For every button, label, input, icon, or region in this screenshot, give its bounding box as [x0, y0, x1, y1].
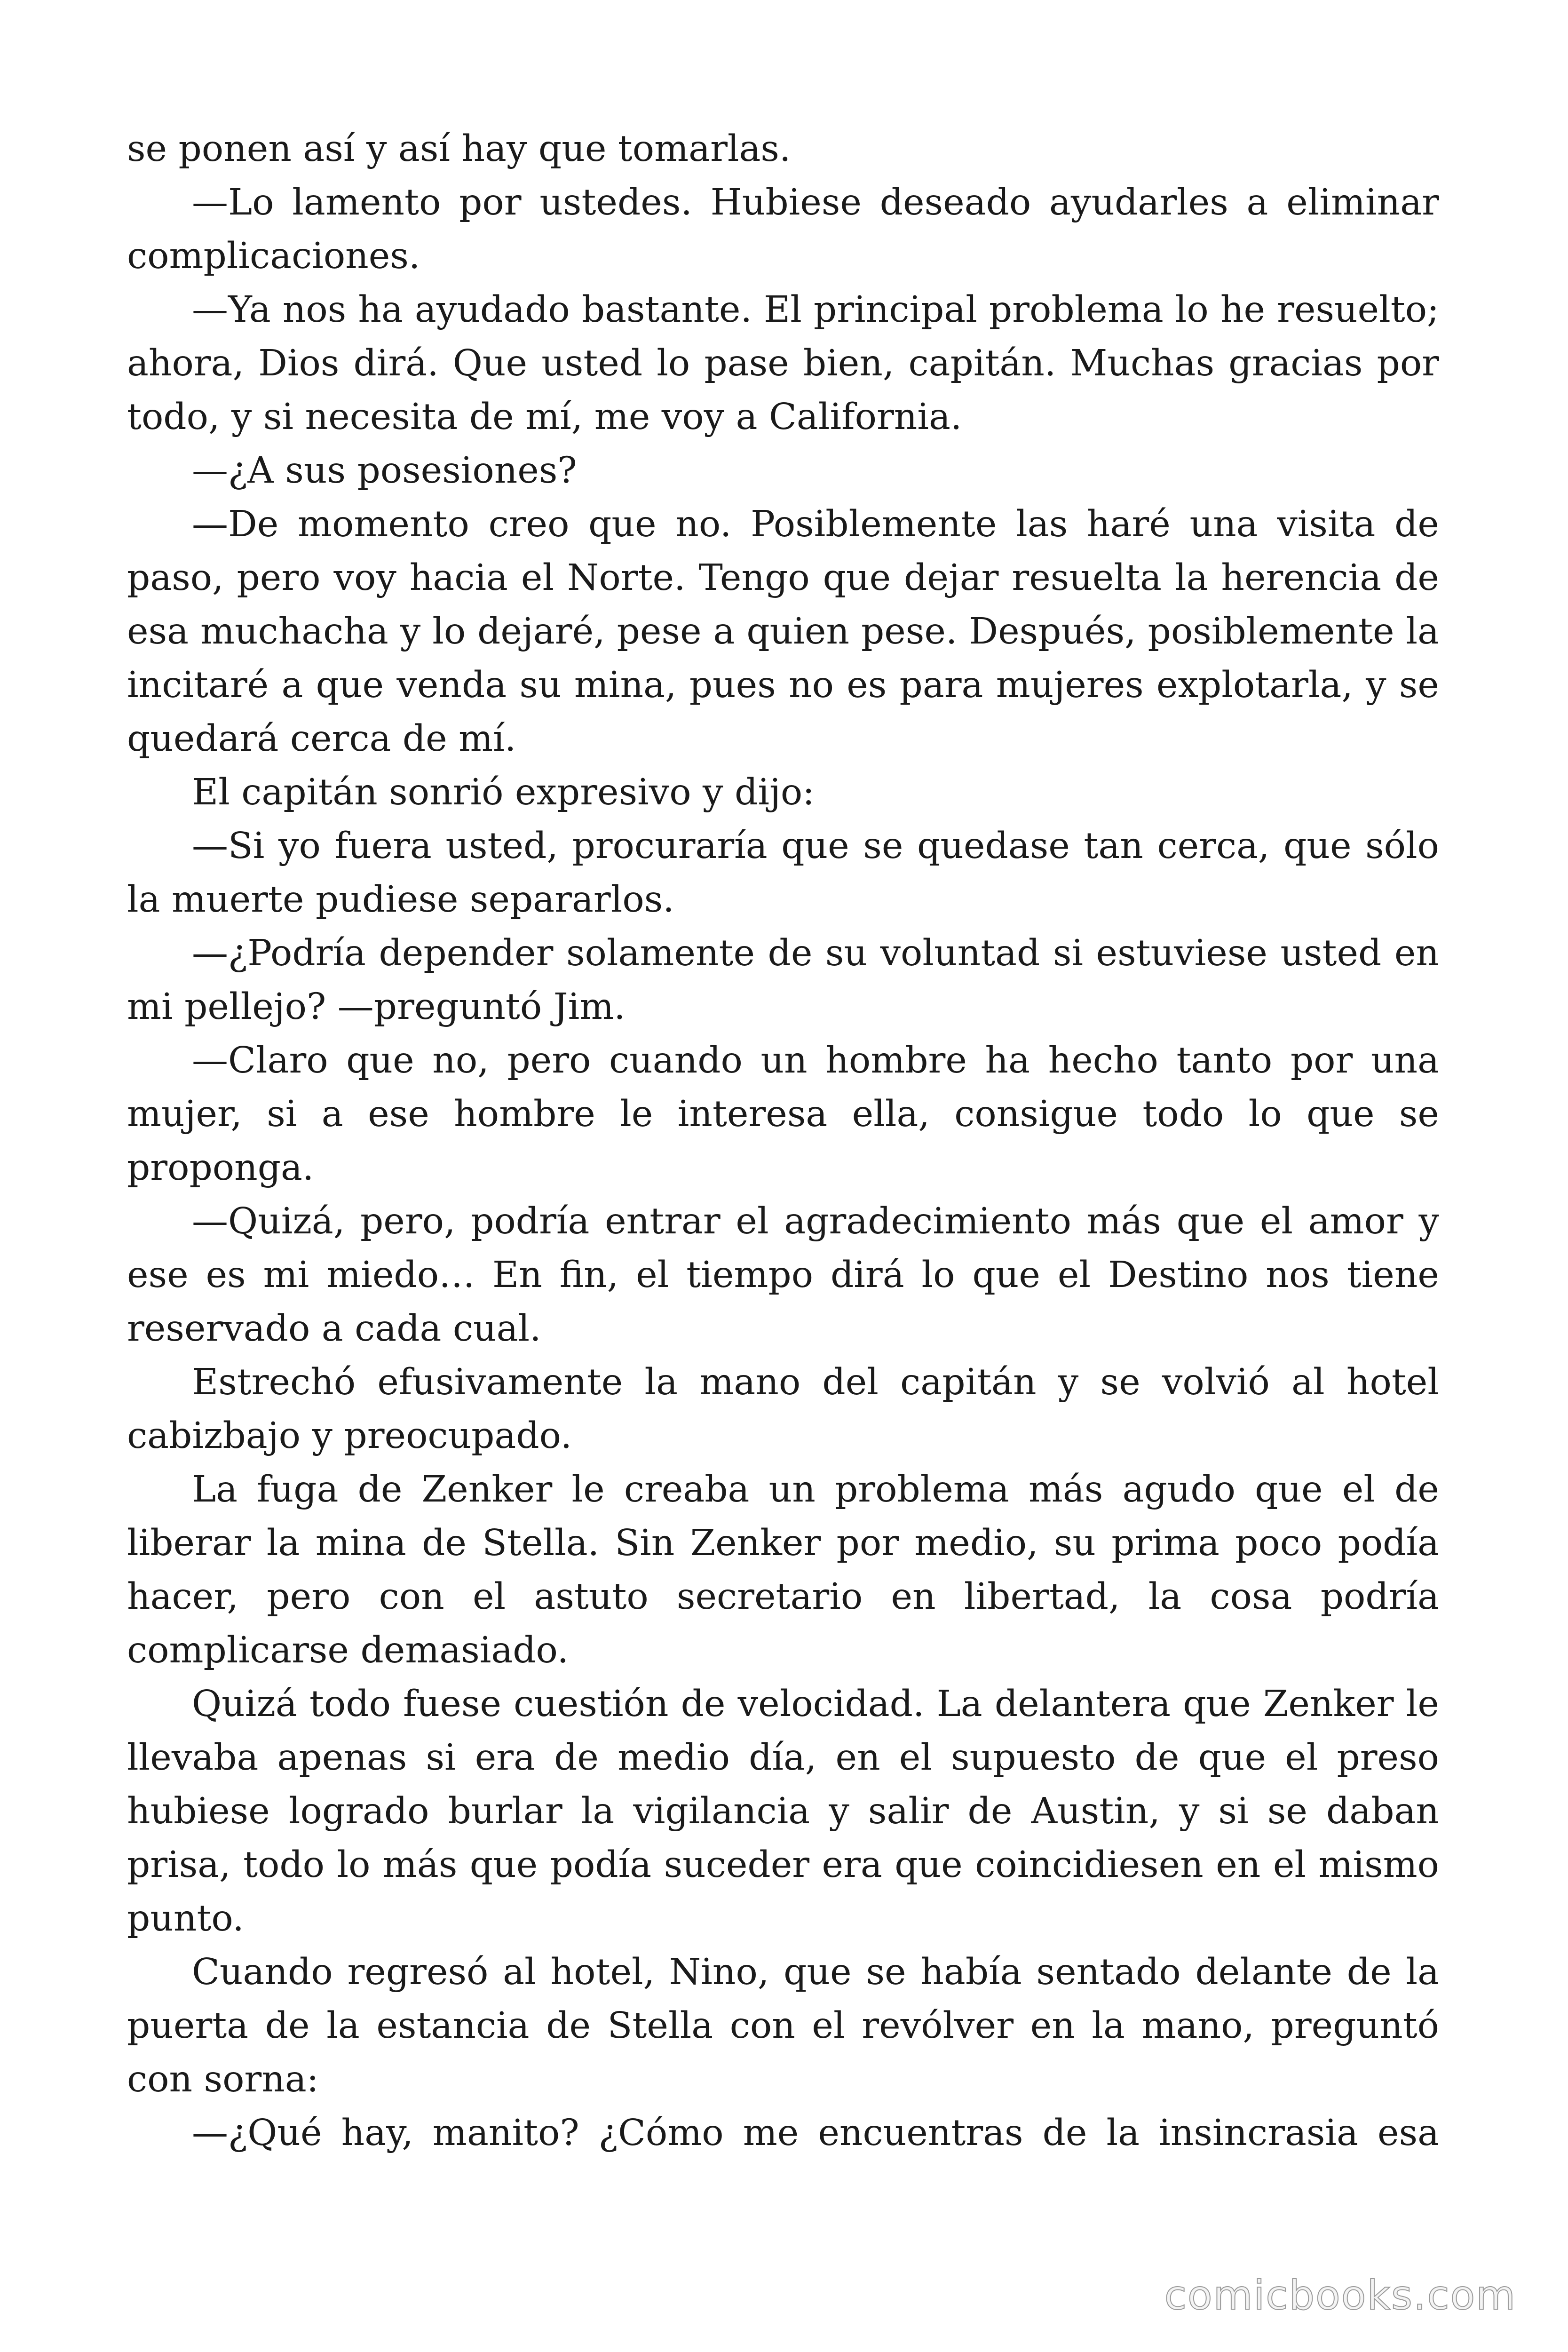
paragraph-7: —Si yo fuera usted, procuraría que se quedase tan cerca, que sólo la muerte pudiese separarlos.: [127, 825, 1439, 921]
paragraph-15: —¿Qué hay, manito? ¿Cómo me encuentras de la insincrasia esa: [192, 2112, 1439, 2154]
paragraph-10: —Quizá, pero, podría entrar el agradecimiento más que el amor y ese es mi miedo… En fin, el tiempo dirá lo que el Destino nos tiene reservado a cada cual.: [127, 1200, 1439, 1350]
paragraph-2: —Lo lamento por ustedes. Hubiese deseado ayudarles a eliminar complicaciones.: [127, 182, 1439, 277]
paragraph-11: Estrechó efusivamente la mano del capitán y se volvió al hotel cabizbajo y preocupado.: [127, 1361, 1439, 1457]
paragraph-13: Quizá todo fuese cuestión de velocidad. La delantera que Zenker le llevaba apenas si era de medio día, en el supuesto de que el preso hubiese logrado burlar la vigilancia y salir de Austin, y si se daban prisa, todo lo más que podía suceder era que coincidiesen en el mismo punto.: [127, 1683, 1439, 1939]
paragraph-12: La fuga de Zenker le creaba un problema más agudo que el de liberar la mina de Stella. Sin Zenker por medio, su prima poco podía hacer, pero con el astuto secretario en libertad, la cosa podría complicarse demasiado.: [127, 1469, 1439, 1671]
paragraph-6: El capitán sonrió expresivo y dijo:: [192, 771, 815, 813]
paragraph-3: —Ya nos ha ayudado bastante. El principal problema lo he resuelto; ahora, Dios dirá. Que usted lo pase bien, capitán. Muchas gracias por todo, y si necesita de mí, me voy a California.: [127, 289, 1439, 438]
watermark-logo: comicbooks.com: [1164, 2272, 1516, 2319]
paragraph-5: —De momento creo que no. Posiblemente las haré una visita de paso, pero voy hacia el Norte. Tengo que dejar resuelta la herencia de esa muchacha y lo dejaré, pese a quien pese. Después, posiblemente la incitaré a que venda su mina, pues no es para mujeres explotarla, y se quedará cerca de mí.: [127, 503, 1439, 760]
paragraph-4: —¿A sus posesiones?: [192, 450, 577, 492]
paragraph-9: —Claro que no, pero cuando un hombre ha hecho tanto por una mujer, si a ese hombre le interesa ella, consigue todo lo que se proponga.: [127, 1040, 1439, 1189]
body-text: [127, 122, 1439, 2160]
paragraph-8: —¿Podría depender solamente de su voluntad si estuviese usted en mi pellejo? —preguntó Jim.: [127, 932, 1439, 1028]
paragraph-14: Cuando regresó al hotel, Nino, que se había sentado delante de la puerta de la estancia de Stella con el revólver en la mano, preguntó con sorna:: [127, 1951, 1439, 2100]
paragraph-1: se ponen así y así hay que tomarlas.: [127, 128, 791, 170]
